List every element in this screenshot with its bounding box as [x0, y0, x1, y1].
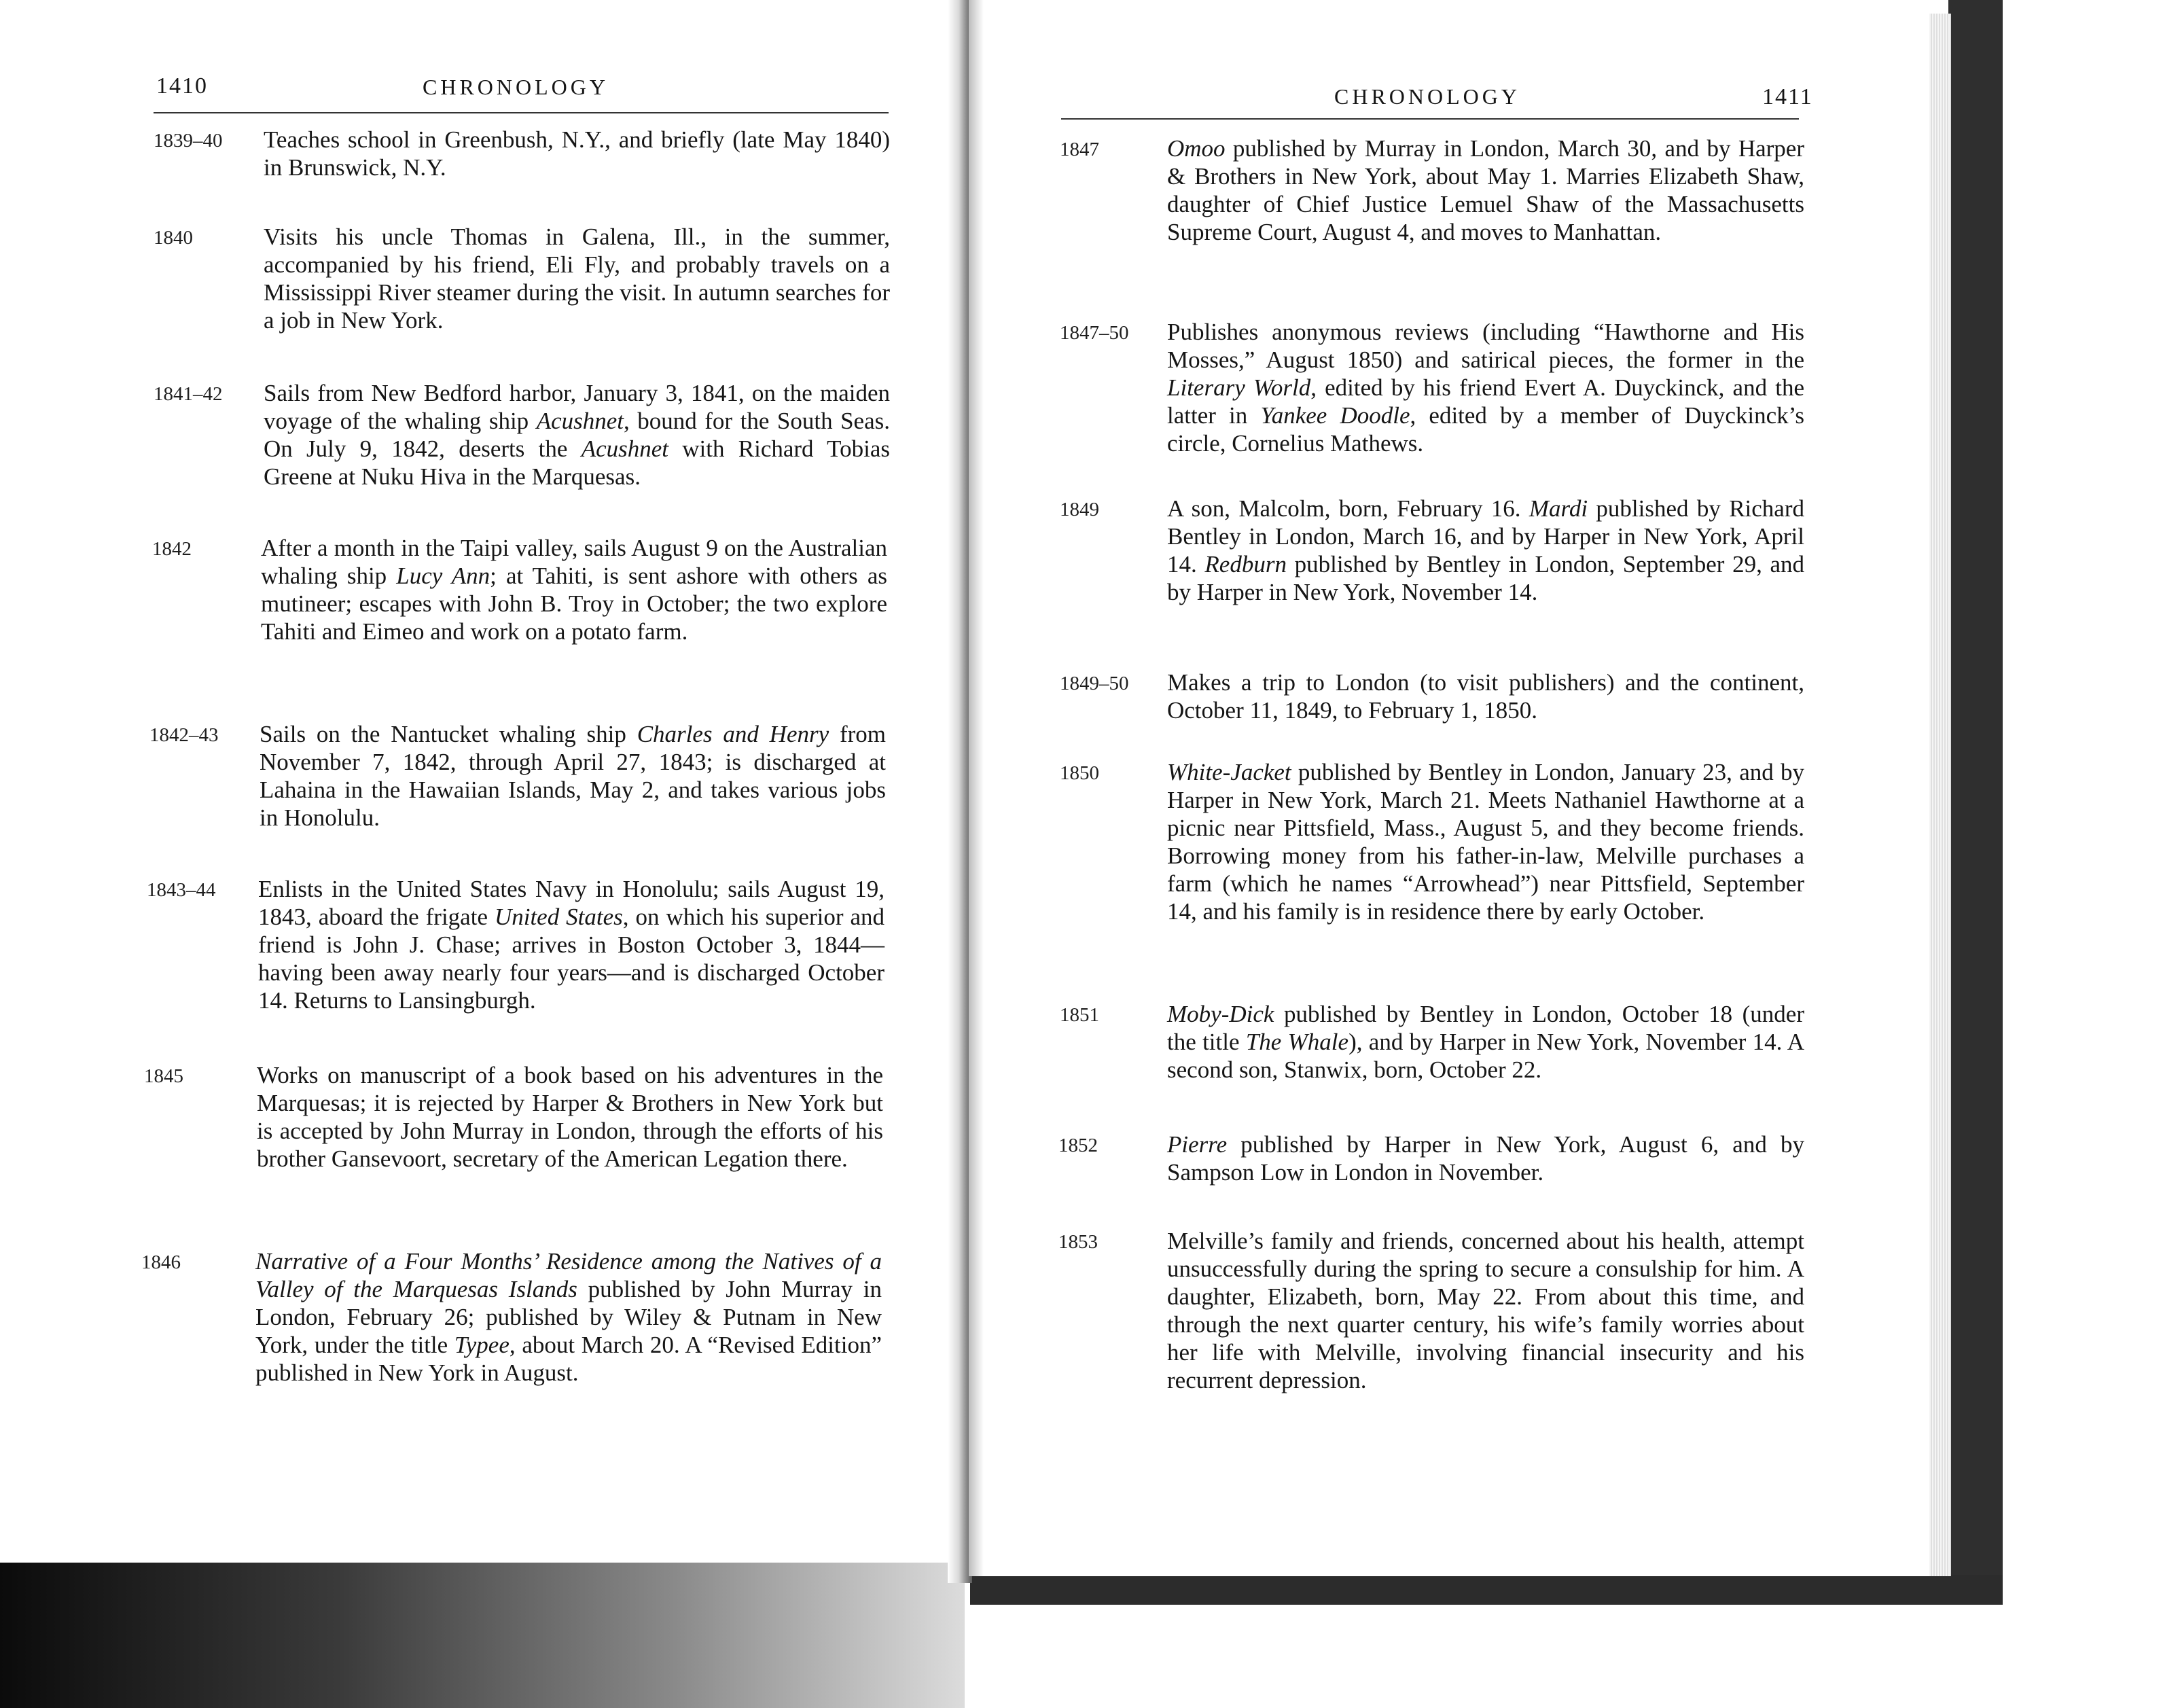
entry-text: A son, Malcolm, born, February 16. Mardi published by Richard Bentley in London, March 16, and by Harper in New York, April 14. Redburn published by Bentley in London, September 29, and by Harper in New York, November 14. — [1167, 495, 1805, 605]
entry-year: 1849 — [1060, 499, 1099, 520]
entry-text: Works on manuscript of a book based on his adventures in the Marquesas; it is rejected by Harper & Brothers in New York but is accepted by John Murray in London, through the efforts of his brother Gansevoort, secretary of the American Legation there. — [257, 1062, 883, 1172]
entry-text: Makes a trip to London (to visit publishers) and the continent, October 11, 1849, to February 1, 1850. — [1167, 669, 1804, 724]
entry-text: Moby-Dick published by Bentley in London, October 18 (under the title The Whale), and by Harper in New York, November 14. A second son, Stanwix, born, October 22. — [1167, 1001, 1804, 1083]
entry-year: 1850 — [1060, 762, 1099, 784]
page-number: 1410 — [156, 73, 208, 99]
entry-text: Visits his uncle Thomas in Galena, Ill., in the summer, accompanied by his friend, Eli Fly, and probably travels on a Mississippi River steamer during the visit. In autumn searches for a job in New York. — [264, 224, 890, 334]
entry-year: 1849–50 — [1060, 673, 1129, 694]
entry-text: Omoo published by Murray in London, March 30, and by Harper & Brothers in New York, about May 1. Marries Elizabeth Shaw, daughter of Chief Justice Lemuel Shaw of the Massachusetts Supreme Court, August 4, and moves to Manhattan. — [1167, 135, 1804, 245]
entry-year: 1843–44 — [147, 879, 216, 901]
right-page — [969, 0, 1929, 1576]
book-cover-board-right — [1948, 0, 2003, 1603]
entry-year: 1846 — [141, 1251, 181, 1273]
entry-year: 1841–42 — [154, 383, 223, 405]
entry-year: 1853 — [1058, 1231, 1098, 1253]
entry-text: Sails from New Bedford harbor, January 3, 1841, on the maiden voyage of the whaling ship Acushnet, bound for the South Seas. On July 9, 1842, deserts the Acushnet with Richard Tobias Greene at Nuku Hiva in the Marquesas. — [264, 380, 890, 490]
entry-text: Melville’s family and friends, concerned about his health, attempt unsuccessfully during the spring to secure a consulship for him. A daughter, Elizabeth, born, May 22. From about this time, and through the next quarter century, his wife’s family worries about her life with Melville, involving financial insecurity and his recurrent depression. — [1167, 1228, 1804, 1393]
header-rule — [154, 112, 889, 113]
page-edges — [1927, 14, 1951, 1576]
page-number: 1411 — [1762, 84, 1813, 109]
entry-text: Enlists in the United States Navy in Honolulu; sails August 19, 1843, aboard the frigate United States, on which his superior and friend is John J. Chase; arrives in Boston October 3, 1844—having been away nearly four years—and is discharged October 14. Returns to Lansingburgh. — [258, 876, 885, 1014]
entry-year: 1847–50 — [1060, 322, 1129, 344]
entry-text: Pierre published by Harper in New York, August 6, and by Sampson Low in London in November. — [1167, 1131, 1804, 1186]
entry-year: 1839–40 — [154, 130, 223, 152]
running-head: CHRONOLOGY — [423, 75, 609, 99]
entry-year: 1842–43 — [149, 724, 219, 746]
entry-text: Sails on the Nantucket whaling ship Charles and Henry from November 7, 1842, through April 27, 1843; is discharged at Lahaina in the Hawaiian Islands, May 2, and takes various jobs in Honolulu. — [260, 721, 886, 831]
entry-text: White-Jacket published by Bentley in London, January 23, and by Harper in New York, March 21. Meets Nathaniel Hawthorne at a picnic near Pittsfield, Mass., August 5, and they become friends. Borrowing money from his father-in-law, Melville purchases a farm (which he names “Arrowhead”) near Pittsfield, September 14, and his family is in residence there by early October. — [1167, 759, 1804, 925]
left-page — [0, 0, 961, 1563]
entry-text: Publishes anonymous reviews (including “Hawthorne and His Mosses,” August 1850) and satirical pieces, the former in the Literary World, edited by his friend Evert A. Duyckinck, and the latter in Yankee Doodle, edited by a member of Duyckinck’s circle, Cornelius Mathews. — [1167, 319, 1805, 457]
entry-text: Teaches school in Greenbush, N.Y., and briefly (late May 1840) in Brunswick, N.Y. — [264, 126, 890, 181]
entry-year: 1852 — [1058, 1135, 1098, 1156]
entry-year: 1842 — [152, 538, 192, 560]
entry-year: 1845 — [144, 1065, 183, 1087]
header-rule — [1061, 118, 1799, 120]
entry-year: 1851 — [1060, 1004, 1099, 1026]
entry-year: 1847 — [1060, 139, 1099, 160]
entry-text: Narrative of a Four Months’ Residence among the Natives of a Valley of the Marquesas Islands published by John Murray in London, February 26; published by Wiley & Putnam in New York, under the title Typee, about March 20. A “Revised Edition” published in New York in August. — [255, 1248, 882, 1386]
entry-year: 1840 — [154, 227, 193, 249]
entry-text: After a month in the Taipi valley, sails August 9 on the Australian whaling ship Lucy Ann; at Tahiti, is sent ashore with others as mutineer; escapes with John B. Troy in October; the two explore Tahiti and Eimeo and work on a potato farm. — [261, 535, 887, 645]
book-cover-board-bottom — [970, 1575, 2003, 1605]
running-head: CHRONOLOGY — [1334, 84, 1520, 109]
